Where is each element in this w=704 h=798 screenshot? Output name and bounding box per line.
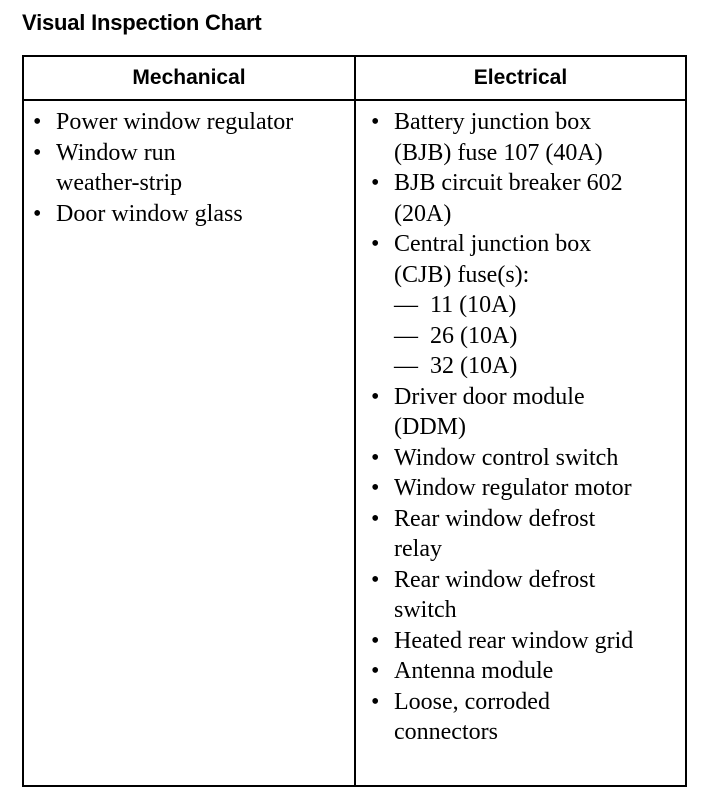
column-divider — [354, 57, 356, 785]
list-item — [368, 626, 686, 657]
bullet-glyph: • — [371, 566, 380, 593]
list-item — [368, 473, 686, 504]
cjb-fuse-value: 26 (10A) — [430, 322, 518, 349]
header-mechanical: Mechanical — [132, 66, 246, 89]
electrical-item-text: Loose, corroded connectors — [394, 688, 550, 745]
cjb-fuse-line — [394, 321, 686, 352]
electrical-item-text: Window control switch — [394, 444, 619, 471]
electrical-item-text: Rear window defrost relay — [394, 505, 596, 562]
mechanical-list — [30, 107, 350, 229]
mechanical-item-text: Window run weather-strip — [56, 139, 183, 196]
visual-inspection-table — [22, 55, 687, 787]
bullet-glyph: • — [371, 688, 380, 715]
list-item — [368, 107, 686, 168]
list-item — [30, 107, 350, 138]
list-item — [30, 199, 350, 230]
electrical-item-text: BJB circuit breaker 602 (20A) — [394, 170, 623, 227]
bullet-glyph: • — [371, 170, 380, 196]
bullet-glyph: • — [371, 475, 380, 501]
list-item — [368, 656, 686, 687]
mechanical-item-text: Power window regulator — [56, 109, 294, 135]
bullet-glyph: • — [33, 109, 42, 135]
mechanical-cell — [30, 107, 350, 229]
bullet-glyph: • — [33, 200, 42, 227]
list-item — [30, 138, 350, 199]
bullet-glyph: • — [371, 444, 380, 471]
list-item — [368, 382, 686, 443]
electrical-item-text: Central junction box (CJB) fuse(s): — [394, 231, 592, 288]
dash-glyph: — — [394, 322, 418, 349]
electrical-cell — [368, 107, 686, 748]
electrical-item-text: Driver door module (DDM) — [394, 383, 585, 440]
bullet-glyph: • — [371, 627, 380, 654]
bullet-glyph: • — [371, 658, 380, 684]
dash-glyph: — — [394, 292, 418, 318]
electrical-item-text: Battery junction box (BJB) fuse 107 (40A) — [394, 109, 603, 166]
mechanical-item-text: Door window glass — [56, 200, 243, 227]
electrical-item-text: Heated rear window grid — [394, 627, 634, 654]
page-title: Visual Inspection Chart — [22, 10, 262, 35]
dash-glyph: — — [394, 353, 418, 379]
cjb-fuse-line — [394, 351, 686, 382]
electrical-item-text: Window regulator motor — [394, 475, 632, 501]
list-item — [368, 504, 686, 565]
electrical-item-text: Antenna module — [394, 658, 554, 684]
cjb-fuse-value: 11 (10A) — [430, 292, 517, 318]
bullet-glyph: • — [371, 231, 380, 257]
electrical-list — [368, 107, 686, 748]
bullet-glyph: • — [371, 383, 380, 410]
list-item — [368, 687, 686, 748]
electrical-item-text: Rear window defrost switch — [394, 566, 596, 623]
list-item — [368, 565, 686, 626]
bullet-glyph: • — [33, 139, 42, 166]
list-item — [368, 443, 686, 474]
bullet-glyph: • — [371, 109, 380, 135]
list-item — [368, 168, 686, 229]
cjb-fuse-line — [394, 290, 686, 321]
cjb-fuse-value: 32 (10A) — [430, 353, 518, 379]
bullet-glyph: • — [371, 505, 380, 532]
list-item — [368, 229, 686, 382]
header-electrical: Electrical — [473, 66, 568, 89]
